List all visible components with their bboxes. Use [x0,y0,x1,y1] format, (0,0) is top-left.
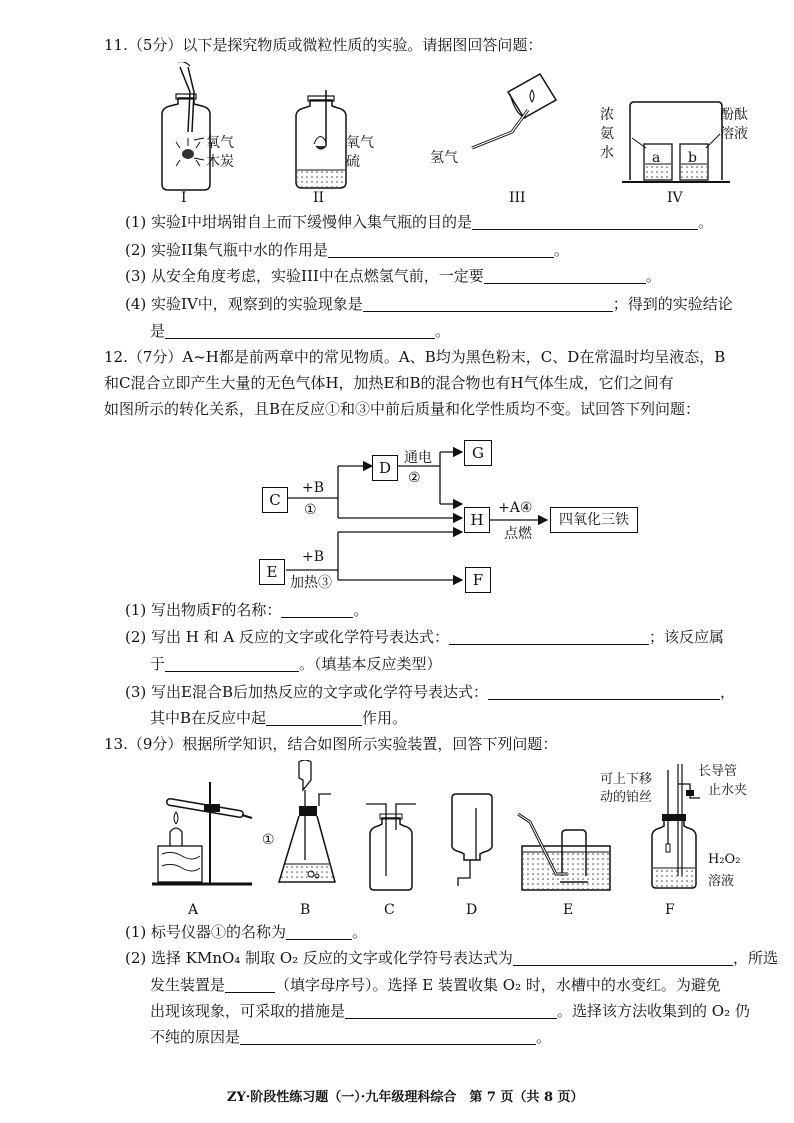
fig-IV-right-label-1: 酚酞 [720,107,748,123]
flow-r3-top: +B [302,549,325,565]
fig-IV-left-label-2: 氨 [600,126,614,142]
flow-r1-top: +B [302,480,325,496]
q11-p3-answer-blank[interactable] [484,268,646,284]
flow-r3-bot: 加热③ [290,575,332,591]
fig-II-caption: II [313,190,325,206]
flow-node-D: D [372,455,398,481]
apparatus-A-heating [148,776,258,891]
flow-r2-top: 通电 [404,450,432,466]
q11-part4: (4) 实验IV中，观察到的实验现象是 ；得到的实验结论 [125,295,733,313]
q11-part2: (2) 实验II集气瓶中水的作用是 。 [125,241,569,259]
apparatus-D-caption: D [466,902,478,918]
q13-p2-reason-blank[interactable] [240,1029,536,1045]
fig-IV-left-label-3: 水 [600,145,614,161]
fig-IV-beaker-a: a [652,150,661,166]
flow-node-C: C [262,487,288,513]
apparatus-E-caption: E [563,902,574,918]
q13-p2-measure-blank[interactable] [345,1003,557,1019]
fig-IV-caption: IV [667,190,683,206]
q11-part1: (1) 实验I中坩埚钳自上而下缓慢伸入集气瓶的目的是 。 [125,213,713,231]
q13-p1-answer-blank[interactable] [286,924,352,940]
flow-node-G: G [464,440,492,466]
q12-p3-answer-blank[interactable] [488,684,720,700]
q12-p3-role-blank[interactable] [266,710,362,726]
q12-p2-answer-blank[interactable] [449,629,649,645]
apparatus-D-inverted-bottle [448,790,498,890]
q11-stem: 11.（5分）以下是探究物质或微粒性质的实验。请据图回答问题： [104,36,543,54]
q12-p1-answer-blank[interactable] [281,602,353,618]
q13-part2-cont1: 发生装置是 （填字母序号）。选择 E 装置收集 O₂ 时，水槽中的水变红。为避免 [150,976,721,994]
q12-stem-line3: 如图所示的转化关系，且B在反应①和③中前后质量和化学性质均不变。试回答下列问题： [104,400,701,418]
apparatus-B-label-1: ① [262,832,275,848]
q12-part3: (3) 写出E混合B后加热反应的文字或化学符号表达式： ， [125,683,736,701]
q12-part2-cont: 于 。（填基本反应类型） [150,655,442,673]
fig-IV-ammonia-diffusion [620,100,732,186]
q12-part3-cont: 其中B在反应中起 作用。 [150,709,408,727]
flow-r4-top: +A④ [498,500,533,516]
fig-I-oxygen-label: 氧气 [206,135,234,151]
page-footer: ZY·阶段性练习题（一）·九年级理科综合 第 7 页（共 8 页） [227,1090,584,1105]
apparatus-F-label-movable-1: 可上下移 [600,772,653,787]
fig-III-hydrogen-burning [470,72,570,172]
q11-p1-answer-blank[interactable] [472,214,698,230]
flow-node-E: E [259,559,285,585]
q12-stem-line2: 和C混合立即产生大量的无色气体H，加热E和B的混合物也有H气体生成，它们之间有 [104,374,674,392]
fig-I-charcoal-in-oxygen [150,62,250,202]
q11-p4-answer-blank[interactable] [363,296,613,312]
apparatus-C-caption: C [384,902,395,918]
fig-I-charcoal-label: 木炭 [206,154,234,170]
apparatus-B-caption: B [300,902,311,918]
q11-part3: (3) 从安全角度考虑，实验III中在点燃氢气前，一定要 。 [125,267,661,285]
fig-III-hydrogen-label: 氢气 [430,150,458,166]
q11-part4-cont: 是 。 [150,322,451,340]
apparatus-F-label-h2o2: H₂O₂ [708,852,741,867]
q12-p2-type-blank[interactable] [165,656,299,672]
apparatus-F-label-movable-2: 动的铂丝 [600,790,653,805]
apparatus-E-water-trough [516,812,616,894]
apparatus-F-label-long-tube: 长导管 [698,764,738,779]
q13-part2-cont2: 出现该现象，可采取的措施是 。选择该方法收集到的 O₂ 仍 [150,1002,750,1020]
apparatus-F-label-solution: 溶液 [708,874,735,889]
flow-product-fe3o4: 四氧化三铁 [550,507,638,533]
fig-IV-right-label-2: 溶液 [720,126,748,142]
q12-part1: (1) 写出物质F的名称： 。 [125,601,369,619]
apparatus-A-caption: A [188,902,199,918]
q13-part2-cont3: 不纯的原因是 。 [150,1028,552,1046]
q13-part1: (1) 标号仪器①的名称为 。 [125,923,368,941]
apparatus-B-conical-flask [275,760,355,895]
fig-III-caption: III [509,190,526,206]
flow-node-H: H [464,507,490,533]
q13-part2: (2) 选择 KMnO₄ 制取 O₂ 反应的文字或化学符号表达式为 ，所选 [125,949,778,967]
q11-p2-answer-blank[interactable] [328,242,554,258]
apparatus-F-label-clip: 止水夹 [708,783,748,798]
q11-p4-conclusion-blank[interactable] [165,323,435,339]
flow-r2-bot: ② [408,470,421,486]
q12-part2: (2) 写出 H 和 A 反应的文字或化学符号表达式： ；该反应属 [125,628,725,646]
fig-II-oxygen-label: 氧气 [346,135,374,151]
fig-I-caption: I [181,190,187,206]
fig-IV-beaker-b: b [688,150,697,166]
flow-r1-bot: ① [304,502,317,518]
apparatus-F-caption: F [665,902,675,918]
fig-II-sulfur-label: 硫 [346,154,360,170]
apparatus-C-gas-bottle [364,800,420,892]
q13-p2-device-blank[interactable] [225,977,275,993]
q12-stem-line1: 12.（7分）A~H都是前两章中的常见物质。A、B均为黑色粉末，C、D在常温时均呈液态，B [104,348,726,366]
flow-r4-bot: 点燃 [504,526,532,542]
flow-node-F: F [465,567,491,593]
fig-IV-left-label-1: 浓 [600,107,614,123]
q13-stem: 13.（9分）根据所学知识，结合如图所示实验装置，回答下列问题： [104,735,558,753]
q13-p2-answer-blank[interactable] [513,950,733,966]
